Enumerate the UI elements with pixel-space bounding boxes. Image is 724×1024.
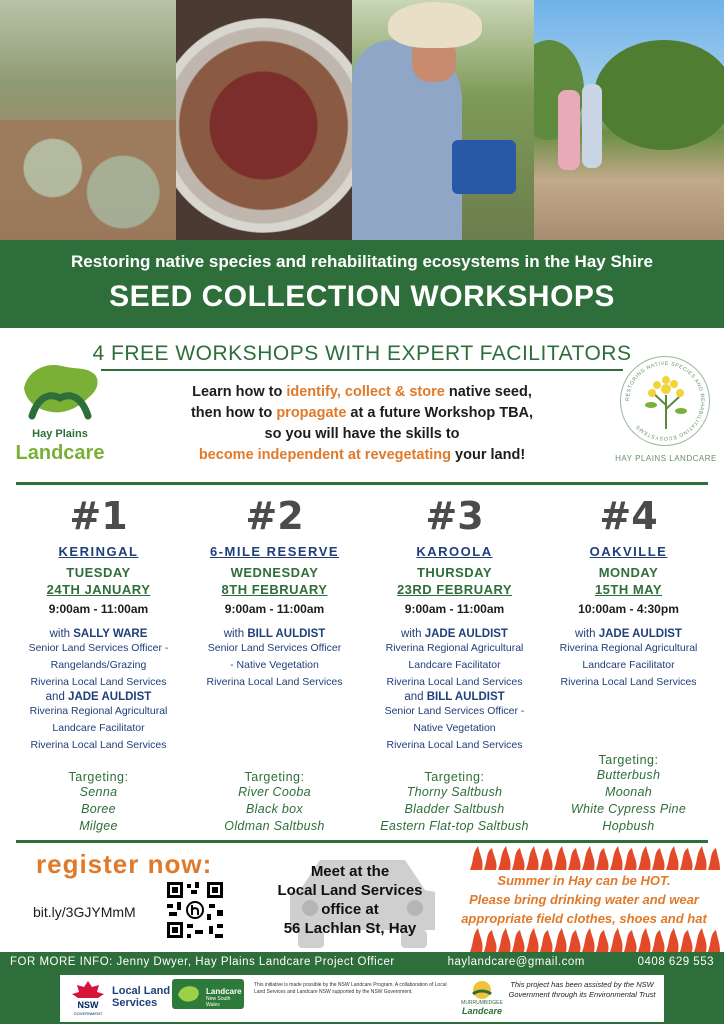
contact-info (10, 956, 714, 968)
contact-person: FOR MORE INFO: Jenny Dwyer, Hay Plains Landcare Project Officer (10, 956, 395, 968)
flames-icon (470, 846, 720, 870)
heat-warning: Summer in Hay can be HOT. Please bring drinking water and wear appropriate field clothes, shoes and hat (461, 873, 707, 926)
program-disclaimer: This initiative is made possible by the NSW Landcare Program. A collaboration of Local Land Services and Landcare NSW supported by the NSW Government. (254, 982, 447, 995)
targeting-3: Targeting: Thorny Saltbush Bladder Saltbush Eastern Flat-top Saltbush (380, 770, 529, 833)
contact-email[interactable]: haylandcare@gmail.com (447, 956, 585, 968)
workshop-date: 15TH MAY (594, 582, 663, 597)
register-link[interactable]: bit.ly/3GJYMmM (33, 904, 136, 920)
murrumbidgee-landcare-logo: MURRUMBIDGEE Landcare (458, 978, 506, 1020)
facilitator: with JADE AULDIST (401, 628, 508, 640)
workshop-date: 24TH JANUARY (46, 582, 151, 597)
svg-text:NSW: NSW (77, 1000, 99, 1010)
workshop-date: 23RD FEBRUARY (396, 582, 513, 597)
facilitator-role: Senior Land Services Officer - Native Vegetation Riverina Local Land Services (206, 642, 343, 688)
banner-subtitle: Restoring native species and rehabilitating ecosystems in the Hay Shire (71, 252, 653, 271)
flames-icon (470, 928, 720, 952)
environmental-trust-note: This project has been assisted by the NSW Government through its Environmental Trust (508, 980, 656, 999)
photo-seed-sieve (176, 0, 352, 240)
logo-left-line2: Landcare (15, 442, 105, 464)
photo-people-in-scrub (534, 0, 724, 240)
workshop-time: 9:00am - 11:00am (404, 602, 505, 616)
photo-strip (0, 0, 724, 240)
local-land-services-logo: Local Land Services (112, 985, 171, 1009)
facilitator-role: Senior Land Services Officer - Rangelands/Grazing Riverina Local Land Services (28, 642, 169, 688)
workshop-3 (364, 494, 545, 754)
photo-saltbush-plain (0, 0, 176, 240)
section-divider-bottom (16, 840, 708, 843)
workshop-location: OAKVILLE (589, 544, 668, 559)
australia-hands-icon (18, 358, 102, 420)
photo-man-collecting-seed (352, 0, 534, 240)
contact-phone[interactable]: 0408 629 553 (637, 956, 714, 968)
logo-ring-text (623, 359, 707, 443)
workshop-day: THURSDAY (416, 565, 493, 580)
facilitator: with BILL AULDIST (223, 628, 326, 640)
workshop-number: #3 (425, 494, 484, 538)
meeting-location: Meet at the Local Land Services office at 56 Lachlan St, Hay (277, 863, 423, 937)
workshop-4 (538, 494, 719, 691)
logo-left-line1: Hay Plains (32, 428, 88, 440)
workshop-location: 6-MILE RESERVE (209, 544, 340, 559)
landcare-hands-icon (176, 983, 202, 1005)
sponsor-logos (60, 975, 664, 1022)
banner-title: SEED COLLECTION WORKSHOPS (109, 280, 615, 313)
murrumbidgee-icon (470, 980, 494, 1000)
workshop-time: 9:00am - 11:00am (48, 602, 149, 616)
workshop-day: TUESDAY (66, 565, 131, 580)
svg-text:GOVERNMENT: GOVERNMENT (73, 1011, 103, 1016)
workshop-time: 9:00am - 11:00am (224, 602, 325, 616)
section-divider-top (16, 482, 708, 485)
workshop-number: #2 (245, 494, 304, 538)
footer (0, 952, 724, 1024)
workshop-date: 8TH FEBRUARY (221, 582, 328, 597)
intro-text: Learn how to identify, collect & store native seed, then how to propagate at a future Workshop TBA, so you will have the skills to become independent at revegetating your land! (190, 384, 534, 463)
co-facilitator-role: Riverina Regional Agricultural Landcare Facilitator Riverina Local Land Services (29, 705, 168, 751)
targeting-2: Targeting: River Cooba Black box Oldman Saltbush (224, 770, 325, 833)
nsw-government-logo (68, 979, 108, 1017)
facilitator-role: Riverina Regional Agricultural Landcare Facilitator Riverina Local Land Services (385, 642, 524, 688)
co-facilitator: and JADE AULDIST (45, 691, 152, 703)
workshop-number: #4 (599, 494, 658, 538)
workshop-location: KAROOLA (416, 544, 493, 559)
free-workshops-headline: 4 FREE WORKSHOPS WITH EXPERT FACILITATORS (92, 342, 632, 365)
workshop-location: KERINGAL (58, 544, 139, 559)
facilitator-role: Riverina Regional Agricultural Landcare Facilitator Riverina Local Land Services (559, 642, 698, 688)
workshop-day: WEDNESDAY (230, 565, 319, 580)
targeting-1: Targeting: Senna Boree Milgee (68, 770, 129, 833)
workshop-time: 10:00am - 4:30pm (578, 602, 679, 616)
facilitator: with SALLY WARE (49, 628, 148, 640)
workshop-1 (8, 494, 189, 754)
landcare-nsw-logo: Landcare New South Wales (172, 979, 244, 1009)
facilitator: with JADE AULDIST (575, 628, 682, 640)
co-facilitator: and BILL AULDIST (404, 691, 505, 703)
workshop-number: #1 (69, 494, 128, 538)
logo-right-label: HAY PLAINS LANDCARE (615, 454, 717, 463)
targeting-4: Targeting: Butterbush Moonah White Cypress Pine Hopbush (570, 753, 687, 833)
title-banner (0, 240, 724, 328)
workshop-2 (184, 494, 365, 691)
svg-text:RESTORING NATIVE SPECIES AND R: RESTORING NATIVE SPECIES AND REHABILITATING ECOSYSTEMS (624, 360, 706, 442)
register-now-label: register now: (36, 849, 213, 879)
workshop-day: MONDAY (598, 565, 659, 580)
qr-code-icon[interactable] (165, 880, 225, 940)
hay-plains-landcare-logo (12, 358, 108, 468)
headline-underline (101, 369, 623, 371)
co-facilitator-role: Senior Land Services Officer - Native Vegetation Riverina Local Land Services (384, 705, 525, 751)
restoring-species-logo (614, 356, 718, 468)
